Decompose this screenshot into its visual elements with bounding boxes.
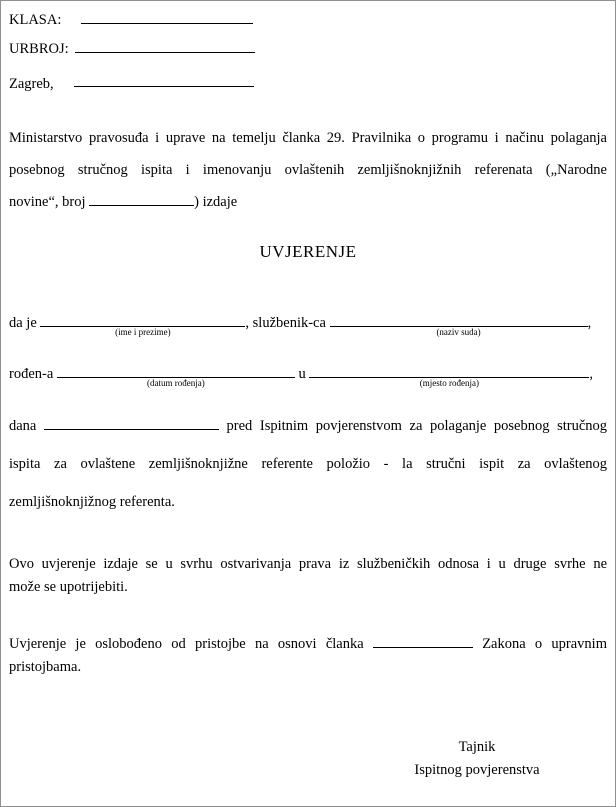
exam-prefix: dana (9, 417, 37, 434)
fee-text: Uvjerenje je oslobođeno od pristojbe na osnovi članka (9, 635, 364, 652)
purpose-paragraph (9, 553, 607, 599)
birthplace-blank (309, 363, 589, 388)
fee-article-blank (373, 633, 473, 648)
exam-line-1-text: pred Ispitnim povjerenstvom za polaganje posebnog stručnog (226, 417, 608, 434)
fee-paragraph (9, 633, 607, 679)
certificate-title: UVJERENJE (259, 242, 357, 262)
klasa-blank (81, 9, 253, 24)
place-label: Zagreb, (9, 75, 54, 92)
exam-paragraph (9, 407, 607, 521)
exam-line-3: zemljišnoknjižnog referenta. (9, 493, 175, 510)
intro-line-3 (9, 186, 607, 218)
purpose-line-2: može se upotrijebiti. (9, 578, 128, 595)
birthplace-hint: (mjesto rođenja) (419, 377, 480, 388)
court-blank (330, 312, 588, 338)
signatory-role-2: Ispitnog povjerenstva (414, 761, 540, 778)
signatory-role-1: Tajnik (458, 738, 496, 755)
intro-line-3-text: novine“, broj (9, 194, 86, 211)
birth-row (9, 363, 607, 388)
fee-line-1 (9, 633, 607, 656)
subject-prefix: da je (9, 315, 37, 332)
birth-prefix: rođen-a (9, 365, 54, 382)
date-blank (74, 73, 254, 88)
birthdate-blank (57, 363, 295, 388)
signature-block (367, 736, 587, 807)
place-date-row (9, 73, 607, 93)
gazette-number-blank (89, 192, 194, 207)
subject-row (9, 312, 607, 338)
birthdate-hint: (datum rođenja) (147, 377, 205, 388)
exam-line-2: ispita za ovlaštene zemljišnoknjižne referente položio - la stručni ispit za ovlaštenog (9, 455, 607, 472)
birth-middle: u (298, 365, 306, 382)
intro-line-1: Ministarstvo pravosuđa i uprave na temelju članka 29. Pravilnika o programu i načinu polaganja (9, 130, 607, 147)
klasa-label: KLASA: (9, 11, 62, 28)
exam-date-blank (44, 415, 219, 430)
name-hint: (ime i prezime) (115, 327, 171, 338)
urbroj-row (9, 38, 607, 58)
intro-line-2: posebnog stručnog ispita i imenovanju ovlaštenih zemljišnoknjižnih referenata („Narodne (9, 162, 607, 179)
urbroj-label: URBROJ: (9, 40, 69, 57)
exam-line-1 (9, 407, 607, 445)
subject-middle: , službenik-ca (245, 315, 326, 332)
fee-text-tail: Zakona o upravnim (482, 635, 607, 652)
court-hint: (naziv suda) (436, 327, 481, 338)
intro-paragraph (9, 122, 607, 218)
subject-comma: , (587, 315, 592, 332)
urbroj-blank (75, 38, 255, 53)
klasa-row (9, 9, 607, 29)
intro-line-3-tail: ) izdaje (194, 194, 238, 211)
purpose-line-1: Ovo uvjerenje izdaje se u svrhu ostvarivanja prava iz službeničkih odnosa i u druge svrhe ne (9, 555, 607, 572)
birth-comma: , (589, 365, 594, 382)
fee-line-2: pristojbama. (9, 658, 82, 675)
name-blank (40, 312, 245, 338)
